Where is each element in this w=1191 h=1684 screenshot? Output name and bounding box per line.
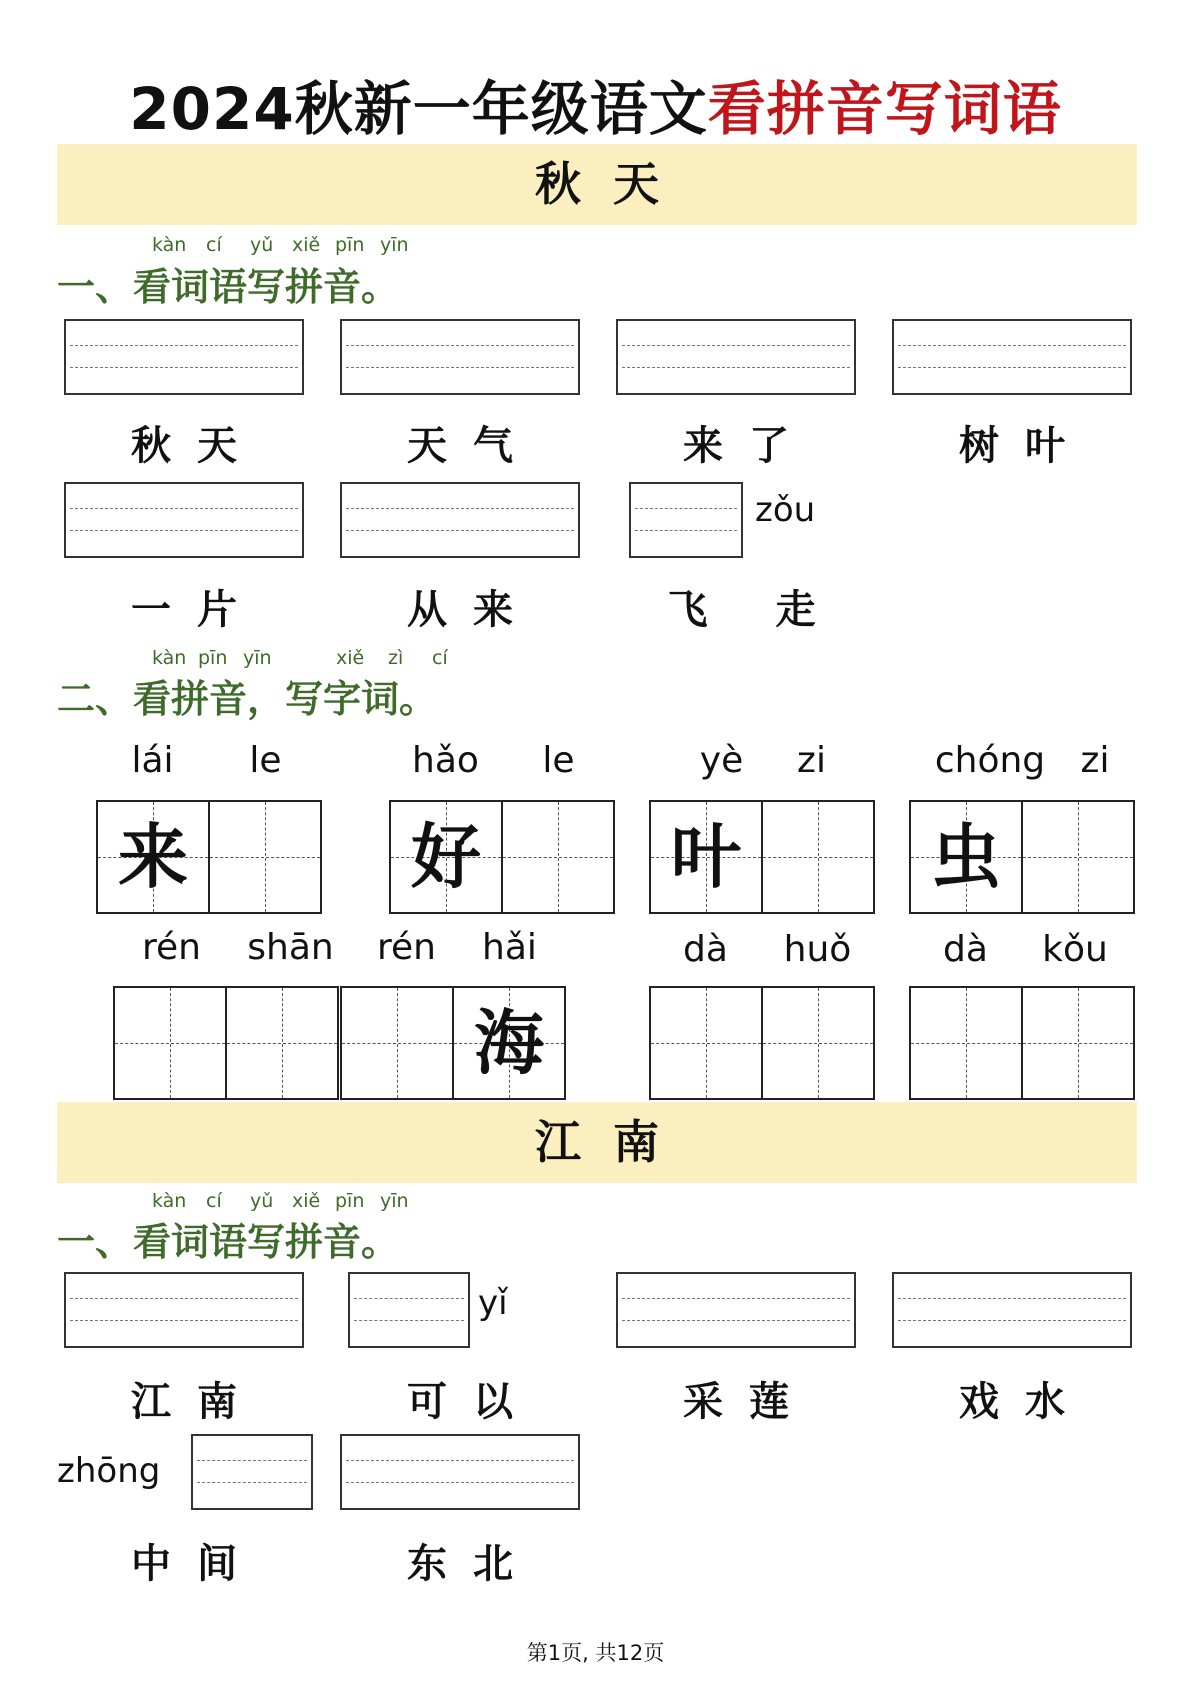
tianzige-cell[interactable]: 好 (391, 802, 501, 912)
word-zhongjian: 中间 (131, 1540, 263, 1587)
pinyin-writing-box[interactable] (892, 1272, 1132, 1348)
pinyin-hint-zou: zǒu (755, 490, 816, 530)
tianzige-cell[interactable] (208, 802, 320, 912)
ruby-ci: cí (432, 647, 448, 669)
tianzige-cell[interactable] (1021, 802, 1133, 912)
pinyin-writing-box-small[interactable] (191, 1434, 313, 1510)
ruby-xie: xiě (336, 647, 365, 669)
section-heading-3: 一、看词语写拼音。 (57, 1219, 400, 1264)
tianzige-cell[interactable] (342, 988, 452, 1098)
word-shuye: 树叶 (959, 422, 1091, 469)
section-heading-1: 一、看词语写拼音。 (57, 264, 400, 309)
tianzige-cell[interactable] (1021, 988, 1133, 1098)
pinyin-chong: chóng (934, 740, 1046, 781)
tianzige-cell[interactable]: 叶 (651, 802, 761, 912)
pinyin-le: le (542, 740, 575, 781)
word-laile: 来了 (683, 422, 815, 469)
ruby-ci: cí (206, 1190, 222, 1212)
pinyin-zi: zi (1080, 740, 1110, 781)
word-jiangnan: 江南 (131, 1378, 263, 1425)
word-yipian: 一片 (131, 586, 263, 633)
section-banner-jiangnan: 江南 (57, 1102, 1137, 1183)
pinyin-ren: rén (377, 927, 436, 968)
pinyin-writing-box[interactable] (64, 1272, 304, 1348)
ruby-yu: yǔ (250, 234, 274, 256)
pinyin-writing-box[interactable] (340, 1434, 580, 1510)
tianzige-haole[interactable] (389, 800, 615, 914)
word-qiutian: 秋天 (131, 422, 263, 469)
tianzige-cell[interactable] (761, 802, 873, 912)
pinyin-hint-zhong: zhōng (57, 1451, 161, 1491)
ruby-yin: yīn (380, 1190, 409, 1212)
pinyin-kou: kǒu (1042, 929, 1108, 970)
ruby-yin: yīn (243, 647, 272, 669)
pinyin-ye: yè (699, 740, 744, 781)
pinyin-huo: huǒ (783, 929, 852, 970)
ruby-kan: kàn (152, 1190, 187, 1212)
pinyin-hao: hǎo (412, 740, 479, 781)
tianzige-cell[interactable] (501, 802, 613, 912)
pinyin-writing-box-small[interactable] (348, 1272, 470, 1348)
pinyin-le: le (249, 740, 282, 781)
pinyin-writing-box[interactable] (64, 482, 304, 558)
pinyin-da: dà (683, 929, 728, 970)
pinyin-zi: zi (797, 740, 826, 781)
ruby-pin: pīn (335, 1190, 365, 1212)
word-dongbei: 东北 (407, 1540, 539, 1587)
ruby-kan: kàn (152, 647, 187, 669)
page-title: 2024秋新一年级语文看拼音写词语 (129, 75, 1062, 143)
ruby-xie: xiě (292, 1190, 321, 1212)
tianzige-cell[interactable] (911, 988, 1021, 1098)
pinyin-writing-box[interactable] (616, 319, 856, 395)
tianzige-renhai[interactable] (340, 986, 566, 1100)
section-heading-2: 二、看拼音，写字词。 (57, 676, 438, 721)
pinyin-writing-box-small[interactable] (629, 482, 743, 558)
ruby-xie: xiě (292, 234, 321, 256)
ruby-pin: pīn (198, 647, 228, 669)
tianzige-renshan[interactable] (113, 986, 339, 1100)
pinyin-writing-box[interactable] (64, 319, 304, 395)
pinyin-writing-box[interactable] (340, 482, 580, 558)
tianzige-chongzi[interactable] (909, 800, 1135, 914)
word-tianqi: 天气 (407, 422, 539, 469)
tianzige-dakou[interactable] (909, 986, 1135, 1100)
tianzige-cell[interactable]: 海 (452, 988, 564, 1098)
tianzige-cell[interactable] (761, 988, 873, 1098)
tianzige-cell[interactable]: 虫 (911, 802, 1021, 912)
pinyin-shan: shān (247, 927, 334, 968)
word-zou: 走 (775, 586, 842, 633)
ruby-yu: yǔ (250, 1190, 274, 1212)
pinyin-hint-yi: yǐ (478, 1283, 508, 1323)
pinyin-writing-box[interactable] (892, 319, 1132, 395)
tianzige-cell[interactable] (115, 988, 225, 1098)
word-keyi: 可以 (407, 1378, 539, 1425)
ruby-yin: yīn (380, 234, 409, 256)
pinyin-ren: rén (142, 927, 201, 968)
tianzige-yezi[interactable] (649, 800, 875, 914)
word-cailian: 采莲 (683, 1378, 815, 1425)
ruby-zi: zì (388, 647, 404, 669)
tianzige-cell[interactable]: 来 (98, 802, 208, 912)
ruby-pin: pīn (335, 234, 365, 256)
pinyin-lai: lái (131, 740, 174, 781)
pinyin-da: dà (943, 929, 988, 970)
tianzige-dahuo[interactable] (649, 986, 875, 1100)
tianzige-cell[interactable] (651, 988, 761, 1098)
word-xishui: 戏水 (959, 1378, 1091, 1425)
section-banner-qiutian: 秋天 (57, 144, 1137, 225)
page-number: 第1页, 共12页 (526, 1641, 665, 1665)
pinyin-writing-box[interactable] (340, 319, 580, 395)
word-conglai: 从来 (407, 586, 539, 633)
word-fei: 飞 (667, 586, 734, 633)
ruby-ci: cí (206, 234, 222, 256)
tianzige-cell[interactable] (225, 988, 337, 1098)
tianzige-laile[interactable] (96, 800, 322, 914)
pinyin-writing-box[interactable] (616, 1272, 856, 1348)
ruby-kan: kàn (152, 234, 187, 256)
pinyin-hai: hǎi (482, 927, 537, 968)
